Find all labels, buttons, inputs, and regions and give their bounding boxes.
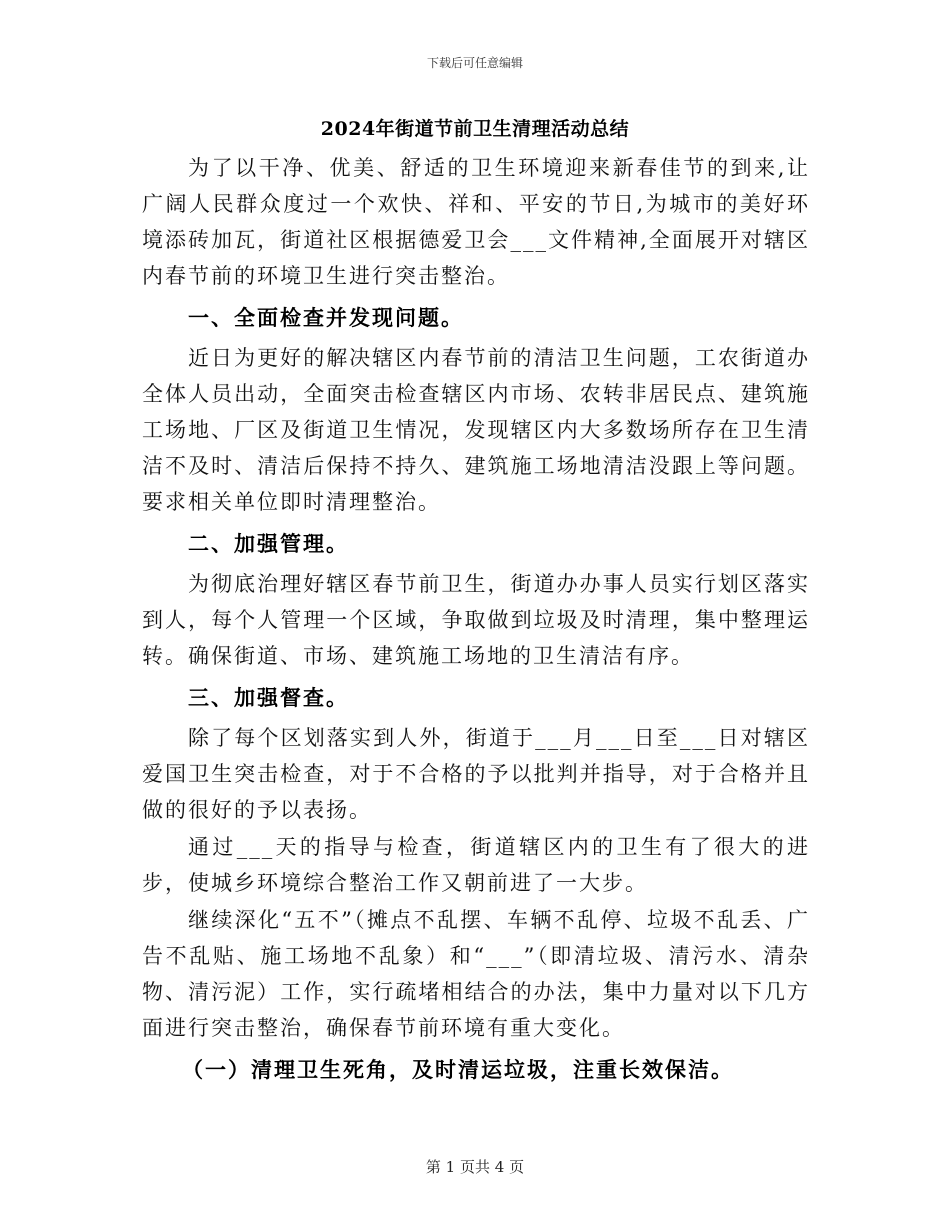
page-number-footer: 第 1 页共 4 页 [425,1158,525,1176]
header-note: 下载后可任意编辑 [426,56,523,70]
section-1-paragraph: 近日为更好的解决辖区内春节前的清洁卫生问题，工农街道办全体人员出动，全面突击检查辖区内市场、农转非居民点、建筑施工场地、厂区及街道卫生情况，发现辖区内大多数场所存在卫生清洁不及时、清洁后保持不持久、建筑施工场地清洁没跟上等问题。要求相关单位即时清理整治。 [142,346,810,514]
section-3-heading: 三、加强督查。 [188,685,349,710]
document-body [142,150,810,1088]
intro-paragraph: 为了以干净、优美、舒适的卫生环境迎来新春佳节的到来,让广阔人民群众度过一个欢快、祥和、平安的节日,为城市的美好环境添砖加瓦，街道社区根据德爱卫会___文件精神,全面展开对辖区内春节前的环境卫生进行突击整治。 [142,156,810,288]
section-3-paragraph-2: 通过___天的指导与检查，街道辖区内的卫生有了很大的进步，使城乡环境综合整治工作又朝前进了一大步。 [142,835,810,895]
section-2-paragraph: 为彻底治理好辖区春节前卫生，街道办办事人员实行划区落实到人，每个人管理一个区域，争取做到垃圾及时清理，集中整理运转。确保街道、市场、建筑施工场地的卫生清洁有序。 [142,572,810,668]
document-title: 2024年街道节前卫生清理活动总结 [320,118,630,140]
section-3-paragraph-1: 除了每个区划落实到人外，街道于___月___日至___日对辖区爱国卫生突击检查，对于不合格的予以批判并指导，对于合格并且做的很好的予以表扬。 [142,726,810,822]
section-1-heading: 一、全面检查并发现问题。 [188,305,464,330]
section-3-paragraph-3: 继续深化“五不”（摊点不乱摆、车辆不乱停、垃圾不乱丢、广告不乱贴、施工场地不乱象）和“___”（即清垃圾、清污水、清杂物、清污泥）工作，实行疏堵相结合的办法，集中力量对以下几方面进行突击整治，确保春节前环境有重大变化。 [142,908,810,1040]
section-2-heading: 二、加强管理。 [188,531,349,556]
subsection-1-heading: （一）清理卫生死角，及时清运垃圾，注重长效保洁。 [182,1057,734,1082]
